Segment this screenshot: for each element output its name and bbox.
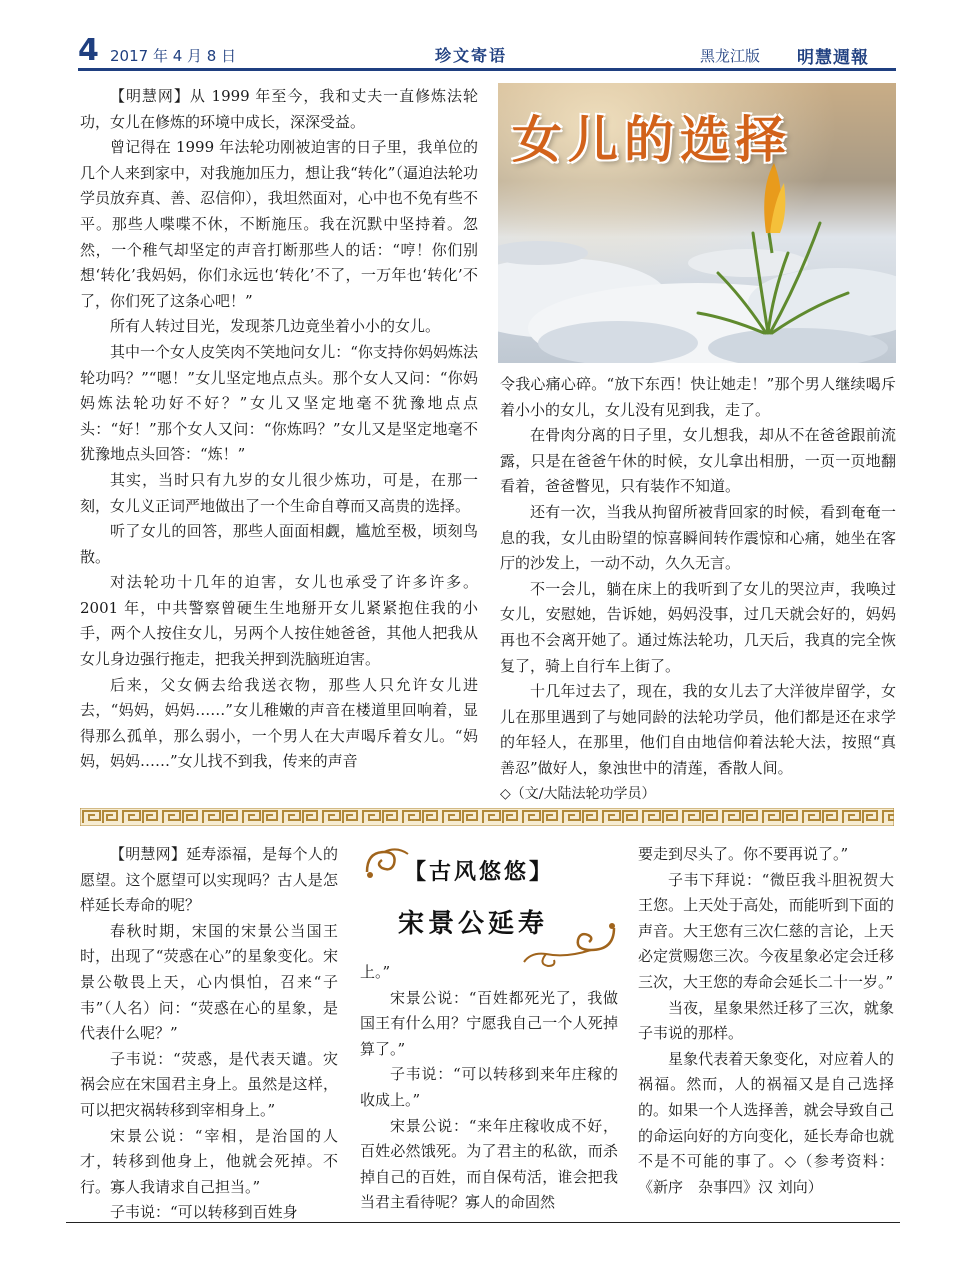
story-column-2 [360,960,618,1216]
paragraph: 当夜，星象果然迁移了三次，就象子韦说的那样。 [638,998,894,1043]
footer-rule [66,1222,900,1223]
greek-key-divider [80,808,894,826]
paragraph: 子韦说：“可以转移到百姓身 [110,1203,298,1222]
paragraph: 要走到尽头了。你不要再说了。” [638,845,849,863]
paragraph: 其实，当时只有九岁的女儿很少炼功，可是，在那一刻，女儿义正词严地做出了一个生命自尊而又高贵的选择。 [80,470,478,515]
paragraph: 子韦说：“荧惑，是代表天谴。灾祸会应在宋国君主身上。虽然是这样，可以把灾祸转移到宰相身上。” [80,1049,338,1119]
paragraph: 还有一次，当我从拘留所被背回家的时候，看到奄奄一息的我，女儿由盼望的惊喜瞬间转作震惊和心痛，她坐在客厅的沙发上，一动不动，久久无言。 [500,502,896,573]
feature-title: 女儿的选择 [512,110,792,169]
edition-label: 黑龙江版 [700,47,761,65]
paragraph: 在骨肉分离的日子里，女儿想我，却从不在爸爸跟前流露，只是在爸爸午休的时候，女儿拿出相册，一页一页地翻看着，爸爸瞥见，只有装作不知道。 [500,426,896,496]
paragraph: 【明慧网】从 1999 年至今，我和丈夫一直修炼法轮功，女儿在修炼的环境中成长，深深受益。 [80,87,478,131]
story-column-3 [638,842,894,1200]
paragraph: 【明慧网】延寿添福，是每个人的愿望。这个愿望可以实现吗？古人是怎样延长寿命的呢？ [80,845,338,915]
story-column-1 [80,842,338,1226]
paragraph: 令我心痛心碎。“放下东西！快让她走！”那个男人继续喝斥着小小的女儿，女儿没有见到我，走了。 [500,375,896,419]
feature-column-1 [80,84,478,775]
header-rule [78,68,896,71]
story-title: 宋景公延寿 [398,909,549,939]
feature-column-2 [500,372,896,807]
column-label: 【古风悠悠】 [404,859,555,885]
paragraph: 上。” [360,963,391,981]
paragraph: 子韦下拜说：“微臣我斗胆祝贺大王您。上天处于高处，而能听到下面的声音。大王您有三次仁慈的言论，上天必定赏赐您三次。今夜星象必定会迁移三次，大王您的寿命会延长二十一岁。” [638,870,894,991]
paragraph: 其中一个女人皮笑肉不笑地问女儿：“你支持你妈妈炼法轮功吗？”“嗯！”女儿坚定地点点头。那个女人又问：“你妈妈炼法轮功好不好？”女儿又坚定地毫不犹豫地点点头：“好！”那个女人又问：“你炼吗？”女儿又是坚定地毫不犹豫地点头回答：“炼！” [80,342,478,464]
page-number: 4 [78,33,99,68]
paragraph: 星象代表着天象变化，对应着人的祸福。然而，人的祸福又是自己选择的。如果一个人选择善，就会导致自己的命运向好的方向变化，延长寿命也就不是不可能的事了。◇（参考资料：《新序 杂事四》汉 刘向） [638,1049,894,1196]
paragraph: 宋景公说：“百姓都死光了，我做国王有什么用？宁愿我自己一个人死掉算了。” [360,988,618,1058]
issue-date: 2017 年 4 月 8 日 [110,47,237,65]
paragraph: 春秋时期，宋国的宋景公当国王时，出现了“荧惑在心”的星象变化。宋景公敬畏上天，心内惧怕，召来“子韦”（人名）问：“荧惑在心的星象，是代表什么呢？” [80,921,338,1043]
paper-name: 明慧週報 [797,48,869,68]
paragraph: 所有人转过目光，发现茶几边竟坐着小小的女儿。 [110,317,441,336]
paragraph: 对法轮功十几年的迫害，女儿也承受了许多许多。2001 年，中共警察曾硬生生地掰开女儿紧紧抱住我的小手，两个人按住女儿，另两个人按住她爸爸，其他人把我从女儿身边强行拖走，把我关押到洗脑班迫害。 [80,573,478,669]
paragraph: 宋景公说：“来年庄稼收成不好，百姓必然饿死。为了君主的私欲，而杀掉自己的百姓，而自保苟活，谁会把我当君主看待呢？寡人的命固然 [360,1116,618,1212]
paragraph: 宋景公说：“宰相，是治国的人才，转移到他身上，他就会死掉。不行。寡人我请求自己担当。” [80,1126,338,1196]
paragraph: 听了女儿的回答，那些人面面相觑，尴尬至极，顷刻鸟散。 [80,522,478,566]
paragraph: 曾记得在 1999 年法轮功刚被迫害的日子里，我单位的几个人来到家中，对我施加压力，想让我“转化”（逼迫法轮功学员放弃真、善、忍信仰），我坦然面对，心中也不免有些不平。那些人喋喋不休，不断施压。我在沉默中坚持着。忽然，一个稚气却坚定的声音打断那些人的话：“哼！你们别想‘转化’我妈妈，你们永远也‘转化’不了，一万年也‘转化’不了，你们死了这条心吧！” [80,138,478,310]
paragraph: 后来，父女俩去给我送衣物，那些人只允许女儿进去，“妈妈，妈妈……”女儿稚嫩的声音在楼道里回响着，显得那么孤单，那么弱小，一个男人在大声喝斥着女儿。“妈妈，妈妈……”女儿找不到我，传来的声音 [80,675,478,771]
section-title: 珍文寄语 [435,46,508,65]
paragraph: 子韦说：“可以转移到来年庄稼的收成上。” [360,1065,618,1109]
paragraph: 十几年过去了，现在，我的女儿去了大洋彼岸留学，女儿在那里遇到了与她同龄的法轮功学员，他们都是还在求学的年轻人，在那里，他们自由地信仰着法轮大法，按照“真善忍”做好人，象浊世中的清莲，香散人间。 [500,682,896,777]
author-credit: ◇（文/大陆法轮功学员） [500,785,656,802]
paragraph: 不一会儿，躺在床上的我听到了女儿的哭泣声，我唤过女儿，安慰她，告诉她，妈妈没事，过几天就会好的，妈妈再也不会离开她了。通过炼法轮功，几天后，我真的完全恢复了，骑上自行车上街了。 [500,579,896,675]
